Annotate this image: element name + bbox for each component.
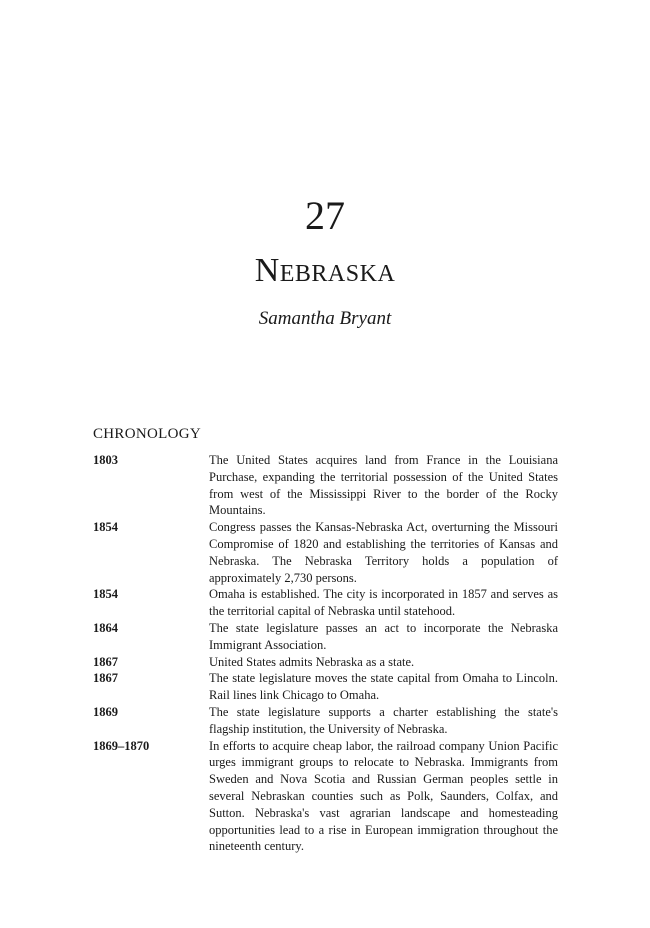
chronology-entry — [93, 452, 563, 519]
chronology-text: The state legislature moves the state capital from Omaha to Lincoln. Rail lines link Chicago to Omaha. — [209, 671, 558, 703]
chronology-text: The state legislature supports a charter establishing the state's flagship institution, the University of Nebraska. — [209, 704, 558, 736]
chronology-entry — [93, 738, 563, 856]
chronology-year: 1854 — [93, 520, 118, 535]
chronology-text: The United States acquires land from France in the Louisiana Purchase, expanding the territorial possession of the United States from west of the Mississippi River to the border of the Rocky Mountains. — [209, 453, 558, 518]
chronology-year: 1803 — [93, 453, 118, 467]
chronology-list — [93, 452, 563, 855]
chronology-entry — [93, 670, 563, 704]
chronology-text: United States admits Nebraska as a state. — [209, 654, 415, 669]
chronology-entry — [93, 620, 563, 654]
chapter-title: Nebraska — [254, 252, 396, 289]
chronology-entry — [93, 519, 563, 586]
chronology-text: Omaha is established. The city is incorporated in 1857 and serves as the territorial capital of Nebraska until statehood. — [209, 587, 558, 619]
chronology-year: 1867 — [93, 654, 118, 669]
chronology-year: 1869–1870 — [93, 738, 150, 753]
section-heading: CHRONOLOGY — [93, 426, 201, 442]
chronology-year: 1869 — [93, 704, 118, 719]
chronology-text: Congress passes the Kansas-Nebraska Act, overturning the Missouri Compromise of 1820 and establishing the territories of Kansas and Nebraska. The Nebraska Territory holds a population of approximately 2,730 persons. — [209, 520, 558, 585]
chronology-entry — [93, 704, 563, 738]
chapter-number: 27 — [305, 193, 345, 238]
chronology-year: 1864 — [93, 620, 118, 635]
chronology-text: The state legislature passes an act to incorporate the Nebraska Immigrant Association. — [209, 620, 558, 652]
chronology-text: In efforts to acquire cheap labor, the railroad company Union Pacific urges immigrant groups to relocate to Nebraska. Immigrants from Sweden and Nova Scotia and Russian German peoples settle in several Nebraskan counties such as Polk, Saunders, Colfax, and Sutton. Nebraska's vast agrarian landscape and homesteading opportunities lead to a rise in European immigration throughout the nineteenth century. — [209, 738, 558, 854]
chronology-entry — [93, 586, 563, 620]
chronology-year: 1867 — [93, 671, 118, 686]
chronology-entry — [93, 654, 563, 671]
chronology-year: 1854 — [93, 587, 118, 602]
chapter-author: Samantha Bryant — [258, 308, 392, 329]
